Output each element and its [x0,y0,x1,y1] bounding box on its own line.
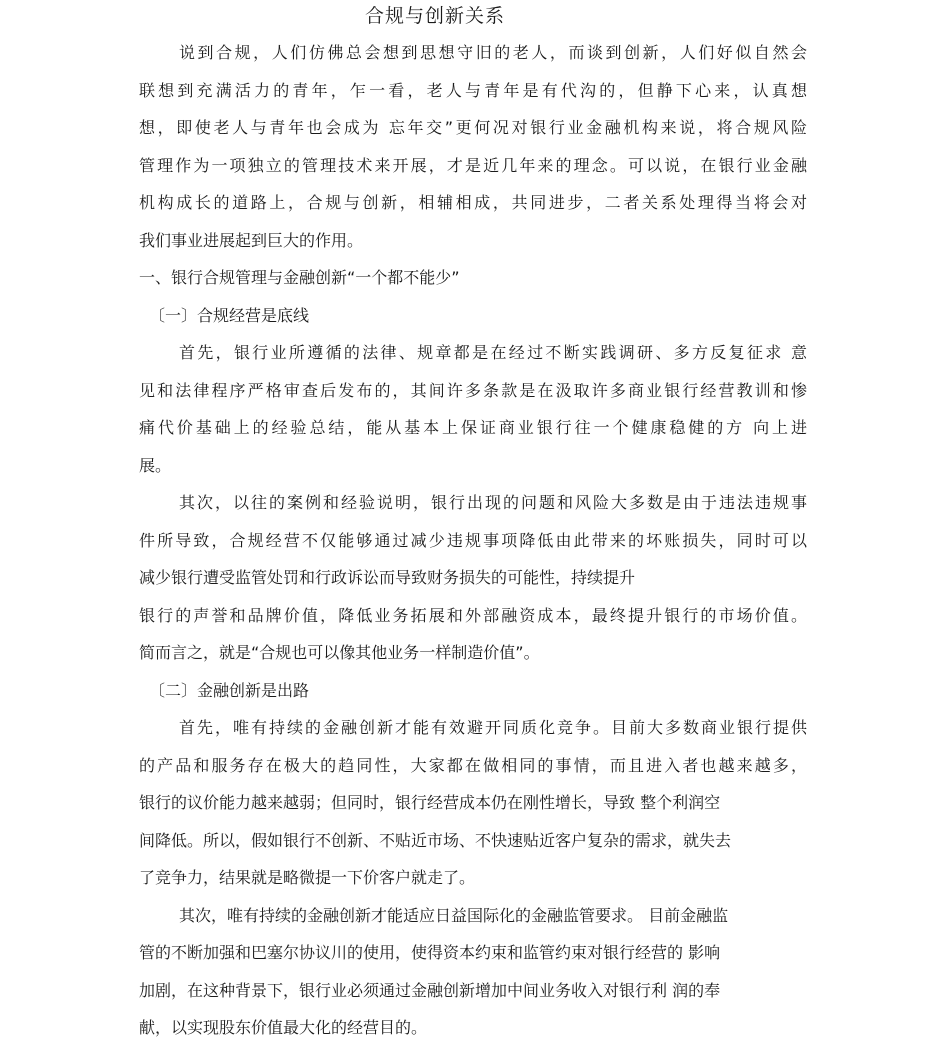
paragraph-line: 献，以实现股东价值最大化的经营目的。 [139,1018,428,1037]
paragraph-line: 银行的声誉和品牌价值，降低业务拓展和外部融资成本，最终提升银行的市场价值。 [139,605,807,625]
paragraph-line: 了竞争力，结果就是略微提一下价客户就走了。 [139,868,476,887]
subsection-2-paragraph-1 [139,709,807,897]
paragraph-line: 加剧，在这种背景下，银行业必须通过金融创新增加中间业务收入对银行利 润的奉 [139,980,721,1000]
subsection-heading-2: 〔二〕金融创新是出路 [149,680,310,700]
paragraph-line: 其次，唯有持续的金融创新才能适应日益国际化的金融监管要求。 目前金融监 [179,905,729,925]
paragraph-line: 简而言之，就是“合规也可以像其他业务一样制造价值”。 [139,643,540,662]
paragraph-line: 间降低。所以，假如银行不创新、不贴近市场、不快速贴近客户复杂的需求，就失去 [139,830,732,850]
intro-line: 想，即使老人与青年也会成为 忘年交”更何况对银行业金融机构来说，将合规风险 [139,118,807,137]
paragraph-line: 痛代价基础上的经验总结，能从基本上保证商业银行往一个健康稳健的方 向上进 [139,418,807,437]
paragraph-line: 其次，以往的案例和经验说明，银行出现的问题和风险大多数是由于违法违规事 [179,493,807,512]
paragraph-line: 减少银行遭受监管处罚和行政诉讼而导致财务损失的可能性，持续提升 [139,568,636,587]
subsection-heading-1: 〔一〕合规经营是底线 [149,305,310,325]
subsection-2-paragraph-2 [139,897,807,1047]
intro-paragraph [139,34,807,259]
intro-line: 说到合规，人们仿佛总会想到思想守旧的老人，而谈到创新，人们好似自然会 [179,43,807,62]
paragraph-line: 件所导致，合规经营不仅能够通过减少违规事项降低由此带来的坏账损失，同时可以 [139,530,807,550]
document-body [139,34,807,1047]
paragraph-line: 管的不断加强和巴塞尔协议川的使用，使得资本约束和监管约束对银行经营的 影响 [139,943,721,962]
section-heading: 一、银行合规管理与金融创新“一个都不能少” [139,268,460,287]
paragraph-line: 银行的议价能力越来越弱；但同时，银行经营成本仍在刚性增长，导致 整个利润空 [139,793,721,812]
intro-line: 我们事业进展起到巨大的作用。 [139,230,364,250]
paragraph-line: 的产品和服务存在极大的趋同性，大家都在做相同的事情，而且进入者也越来越多， [139,755,807,775]
paragraph-line: 见和法律程序严格审查后发布的，其间许多条款是在汲取许多商业银行经营教训和惨 [139,380,807,400]
intro-line: 联想到充满活力的青年，乍一看，老人与青年是有代沟的，但静下心来，认真想 [139,80,807,100]
paragraph-line: 展。 [139,455,172,475]
subsection-1-paragraph-1 [139,334,807,484]
subsection-1-paragraph-2 [139,484,807,672]
paragraph-line: 首先，唯有持续的金融创新才能有效避开同质化竞争。目前大多数商业银行提供 [179,718,807,737]
intro-line: 管理作为一项独立的管理技术来开展，才是近几年来的理念。可以说，在银行业金融 [139,155,807,175]
document-title: 合规与创新关系 [364,5,505,27]
intro-line: 机构成长的道路上，合规与创新，相辅相成，共同进步，二者关系处理得当将会对 [139,193,807,212]
paragraph-line: 首先，银行业所遵循的法律、规章都是在经过不断实践调研、多方反复征求 意 [179,343,807,362]
